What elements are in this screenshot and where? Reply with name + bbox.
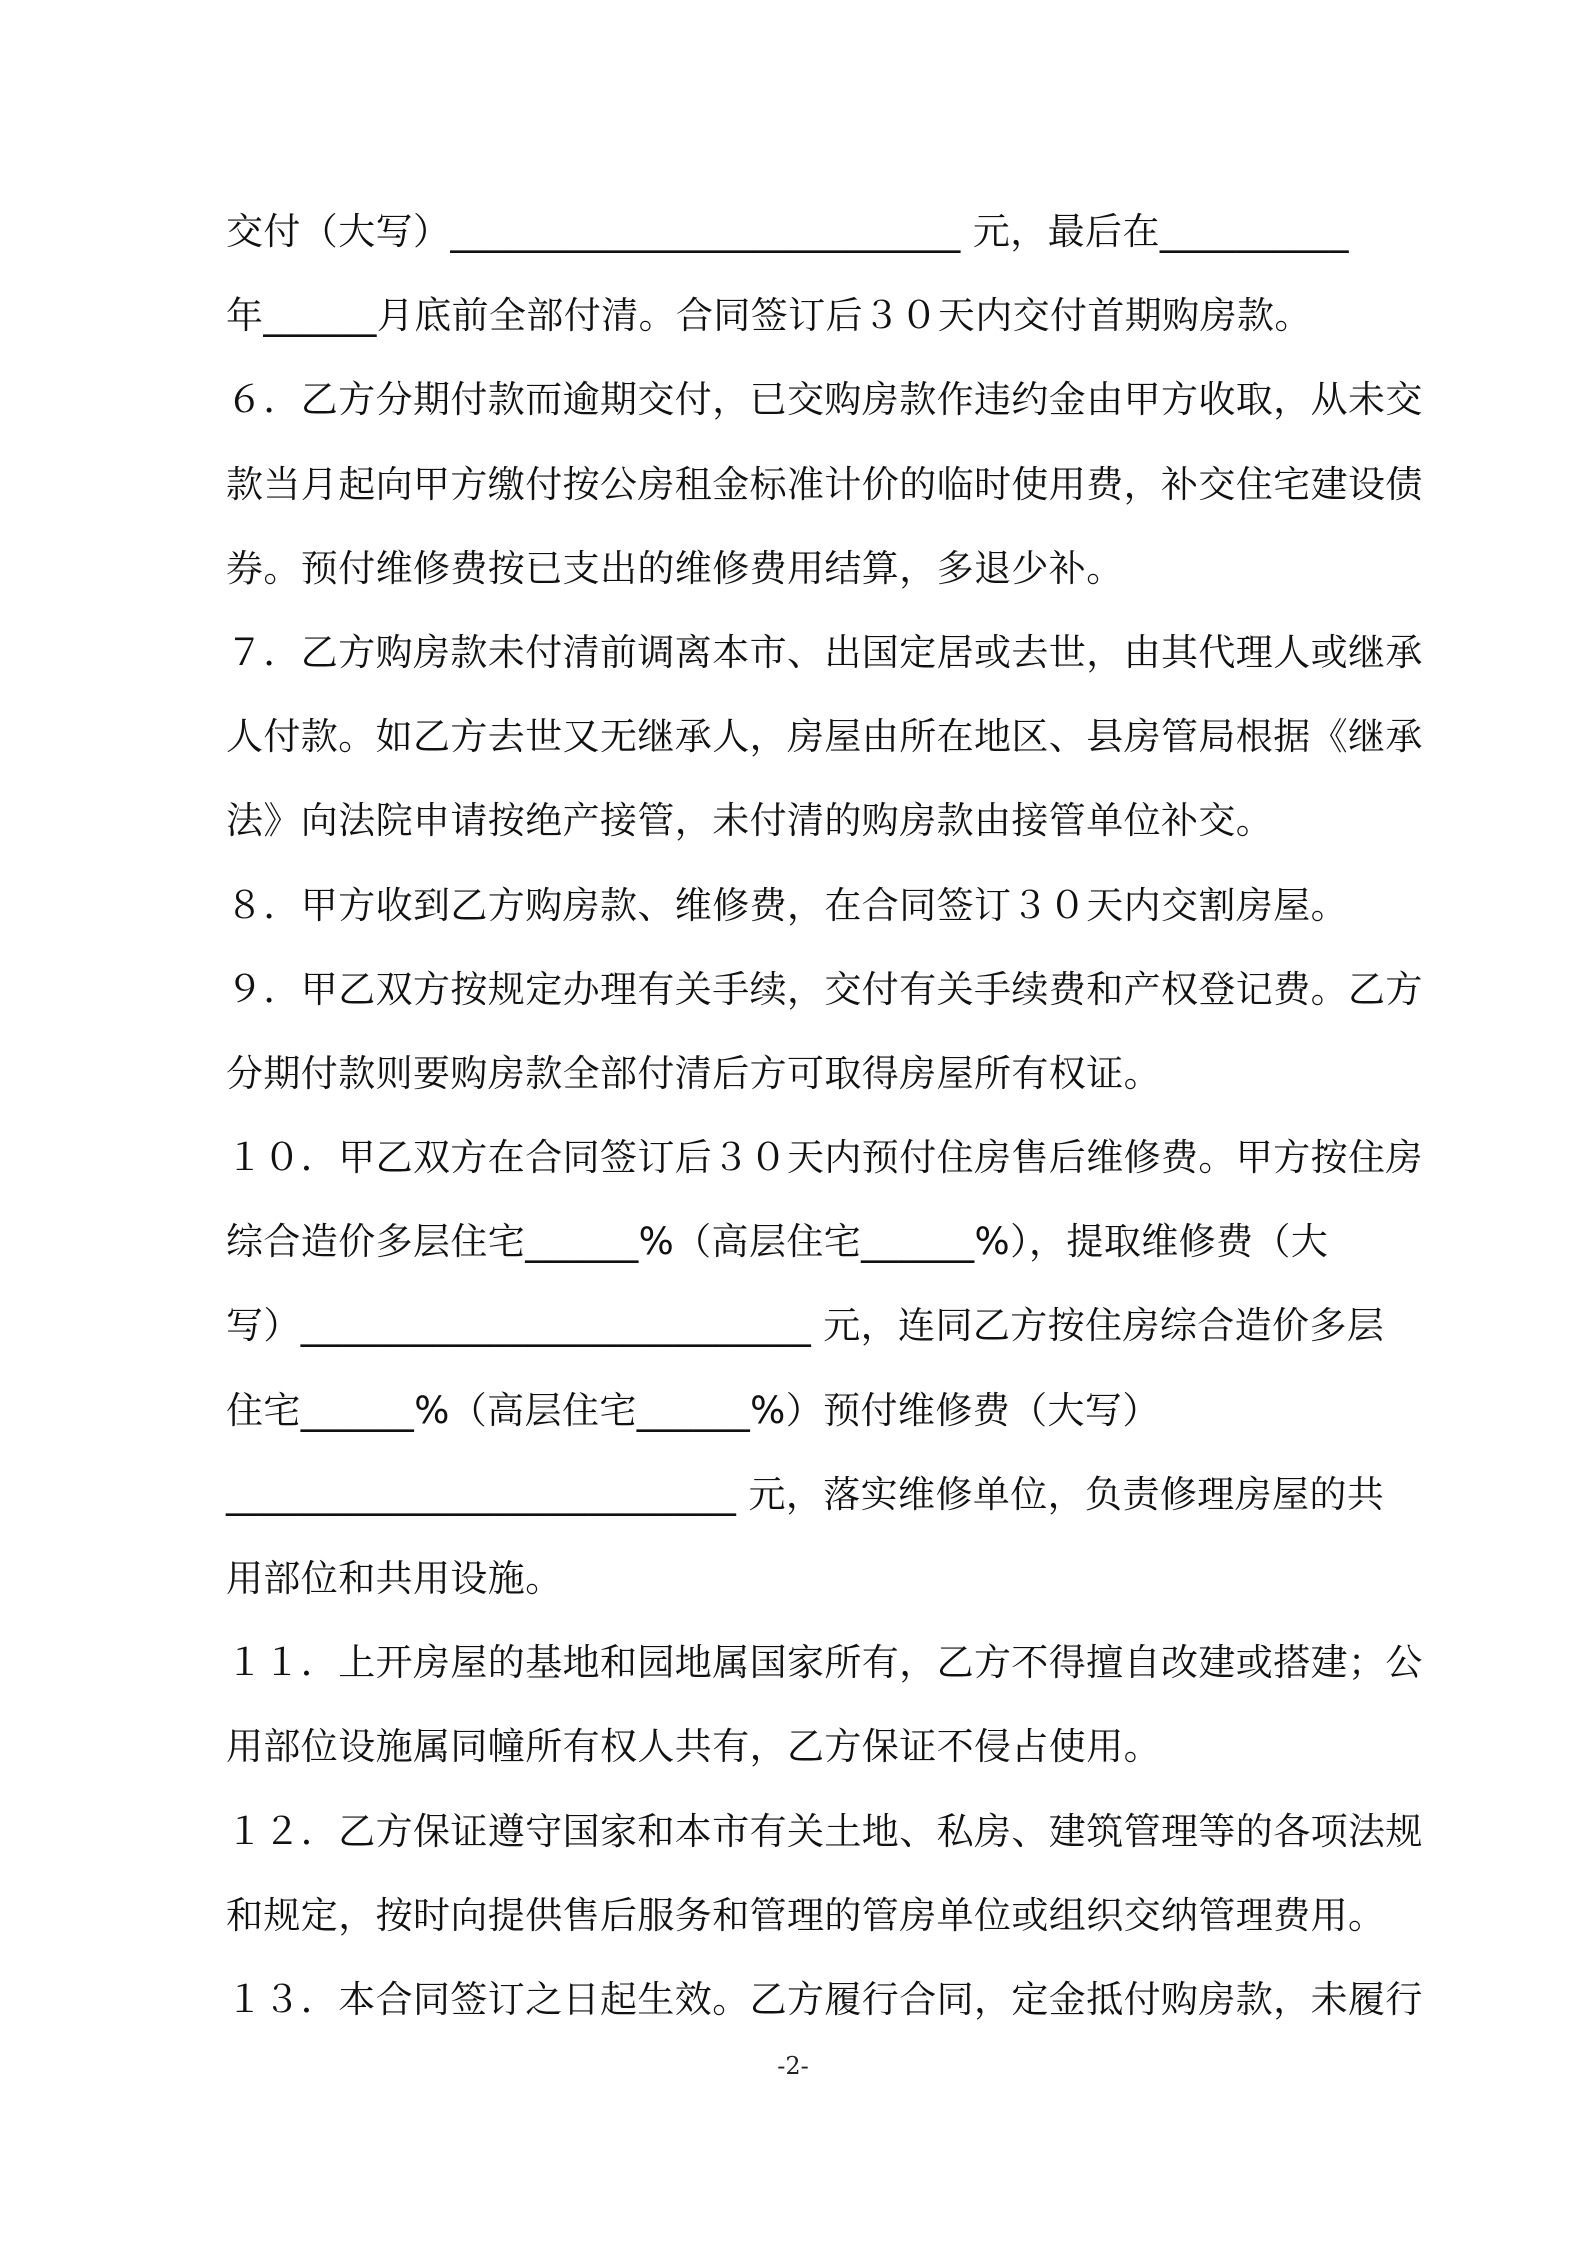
- clause-10-line: １０．甲乙双方在合同签订后３０天内预付住房售后维修费。甲方按住房: [226, 1136, 1423, 1180]
- text-line: 年______月底前全部付清。合同签订后３０天内交付首期购房款。: [226, 294, 1312, 338]
- page-number: -2-: [777, 2052, 809, 2080]
- text-line: 用部位设施属同幢所有权人共有，乙方保证不侵占使用。: [226, 1725, 1161, 1769]
- clause-13-line: １３．本合同签订之日起生效。乙方履行合同，定金抵付购房款，未履行: [226, 1977, 1423, 2021]
- clause-9-line: ９．甲乙双方按规定办理有关手续，交付有关手续费和产权登记费。乙方: [226, 967, 1423, 1011]
- text-line: ___________________________ 元，落实维修单位，负责修理房屋的共: [226, 1472, 1385, 1516]
- clause-8-line: ８．甲方收到乙方购房款、维修费，在合同签订３０天内交割房屋。: [226, 883, 1348, 927]
- text-line: 用部位和共用设施。: [226, 1557, 563, 1600]
- clause-12-line: １２．乙方保证遵守国家和本市有关土地、私房、建筑管理等的各项法规: [226, 1809, 1423, 1853]
- text-line: 分期付款则要购房款全部付清后方可取得房屋所有权证。: [226, 1051, 1161, 1095]
- text-line: 住宅______%（高层住宅______%）预付维修费（大写）: [226, 1388, 1160, 1432]
- clause-6-line: ６．乙方分期付款而逾期交付，已交购房款作违约金由甲方收取，从未交: [226, 378, 1423, 422]
- contract-body-text: [226, 190, 1426, 2042]
- text-line: 和规定，按时向提供售后服务和管理的管房单位或组织交纳管理费用。: [226, 1893, 1386, 1937]
- text-line: 券。预付维修费按已支出的维修费用结算，多退少补。: [226, 546, 1124, 590]
- text-line: 款当月起向甲方缴付按公房租金标准计价的临时使用费，补交住宅建设债: [226, 462, 1423, 506]
- text-line: 人付款。如乙方去世又无继承人，房屋由所在地区、县房管局根据《继承: [226, 715, 1423, 759]
- text-line: 法》向法院申请按绝产接管，未付清的购房款由接管单位补交。: [226, 799, 1274, 843]
- clause-11-line: １１．上开房屋的基地和园地属国家所有，乙方不得擅自改建或搭建；公: [226, 1641, 1423, 1685]
- text-line: 交付（大写）___________________________ 元，最后在__________: [226, 210, 1349, 253]
- text-line: 综合造价多层住宅______%（高层住宅______%），提取维修费（大: [226, 1220, 1329, 1264]
- text-line: 写）___________________________ 元，连同乙方按住房综合造价多层: [226, 1304, 1385, 1348]
- clause-7-line: ７．乙方购房款未付清前调离本市、出国定居或去世，由其代理人或继承: [226, 630, 1423, 674]
